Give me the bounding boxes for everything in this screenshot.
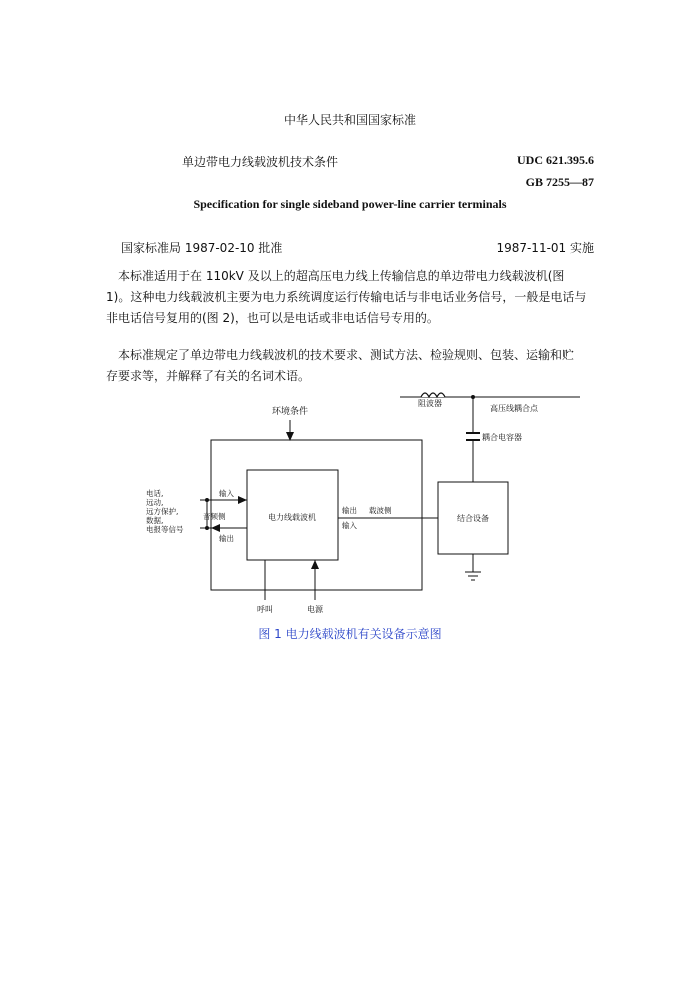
label-output-left: 输出 [219, 534, 234, 543]
paragraph-content [106, 345, 595, 387]
label-wave-trap: 阻波器 [418, 399, 442, 408]
label-signal-5: 电报等信号 [146, 525, 184, 534]
label-signal-3: 远方保护, [146, 507, 179, 516]
label-signal-4: 数据, [146, 516, 164, 525]
paragraph-line: 本标准规定了单边带电力线载波机的技术要求、测试方法、检验规则、包装、运输和贮 [118, 348, 575, 362]
junction-dot [205, 526, 209, 530]
label-carrier-side: 载波侧 [369, 506, 392, 515]
document-title: 单边带电力线载波机技术条件 [182, 155, 339, 169]
label-signal-2: 远动, [146, 498, 164, 507]
label-coupling-device: 结合设备 [457, 514, 489, 523]
label-signal-1: 电话, [146, 489, 164, 498]
label-hv-point: 高压线耦合点 [490, 404, 538, 413]
junction-dot [205, 498, 209, 502]
label-environment: 环境条件 [271, 407, 309, 417]
label-coupling-capacitor: 耦合电容器 [482, 433, 522, 442]
gb-number: GB 7255—87 [525, 175, 594, 189]
hv-junction-dot [471, 395, 475, 399]
power-arrow-icon [311, 560, 319, 569]
paragraph-line: 本标准适用于在 110kV 及以上的超高压电力线上传输信息的单边带电力线载波机(图 [118, 269, 565, 283]
udc-number: UDC 621.395.6 [517, 153, 594, 167]
approval-date: 国家标准局 1987-02-10 批准 [121, 241, 283, 255]
label-input-right: 输入 [342, 521, 357, 530]
label-power: 电源 [307, 605, 323, 614]
input-arrow-icon [238, 496, 247, 504]
label-audio-side: 音频侧 [203, 512, 226, 521]
label-call: 呼叫 [257, 605, 273, 614]
paragraph-scope [106, 266, 595, 329]
figure-1-diagram [140, 385, 580, 620]
label-output-right: 输出 [342, 506, 357, 515]
paragraph-line: 非电话信号复用的(图 2)，也可以是电话或非电话信号专用的。 [106, 311, 439, 325]
standard-title: 中华人民共和国国家标准 [283, 113, 416, 127]
label-input-left: 输入 [219, 489, 234, 498]
implementation-date: 1987-11-01 实施 [496, 241, 594, 255]
label-plc: 电力线载波机 [268, 513, 316, 522]
wave-trap-coil-icon [421, 393, 445, 397]
english-title: Specification for single sideband power-line carrier terminals [193, 197, 507, 211]
figure-caption: 图 1 电力线载波机有关设备示意图 [258, 627, 442, 641]
output-arrow-icon [211, 524, 220, 532]
paragraph-line: 存要求等，并解释了有关的名词术语。 [106, 369, 311, 383]
paragraph-line: 1)。这种电力线载波机主要为电力系统调度运行传输电话与非电话业务信号，一般是电话与 [106, 290, 587, 304]
